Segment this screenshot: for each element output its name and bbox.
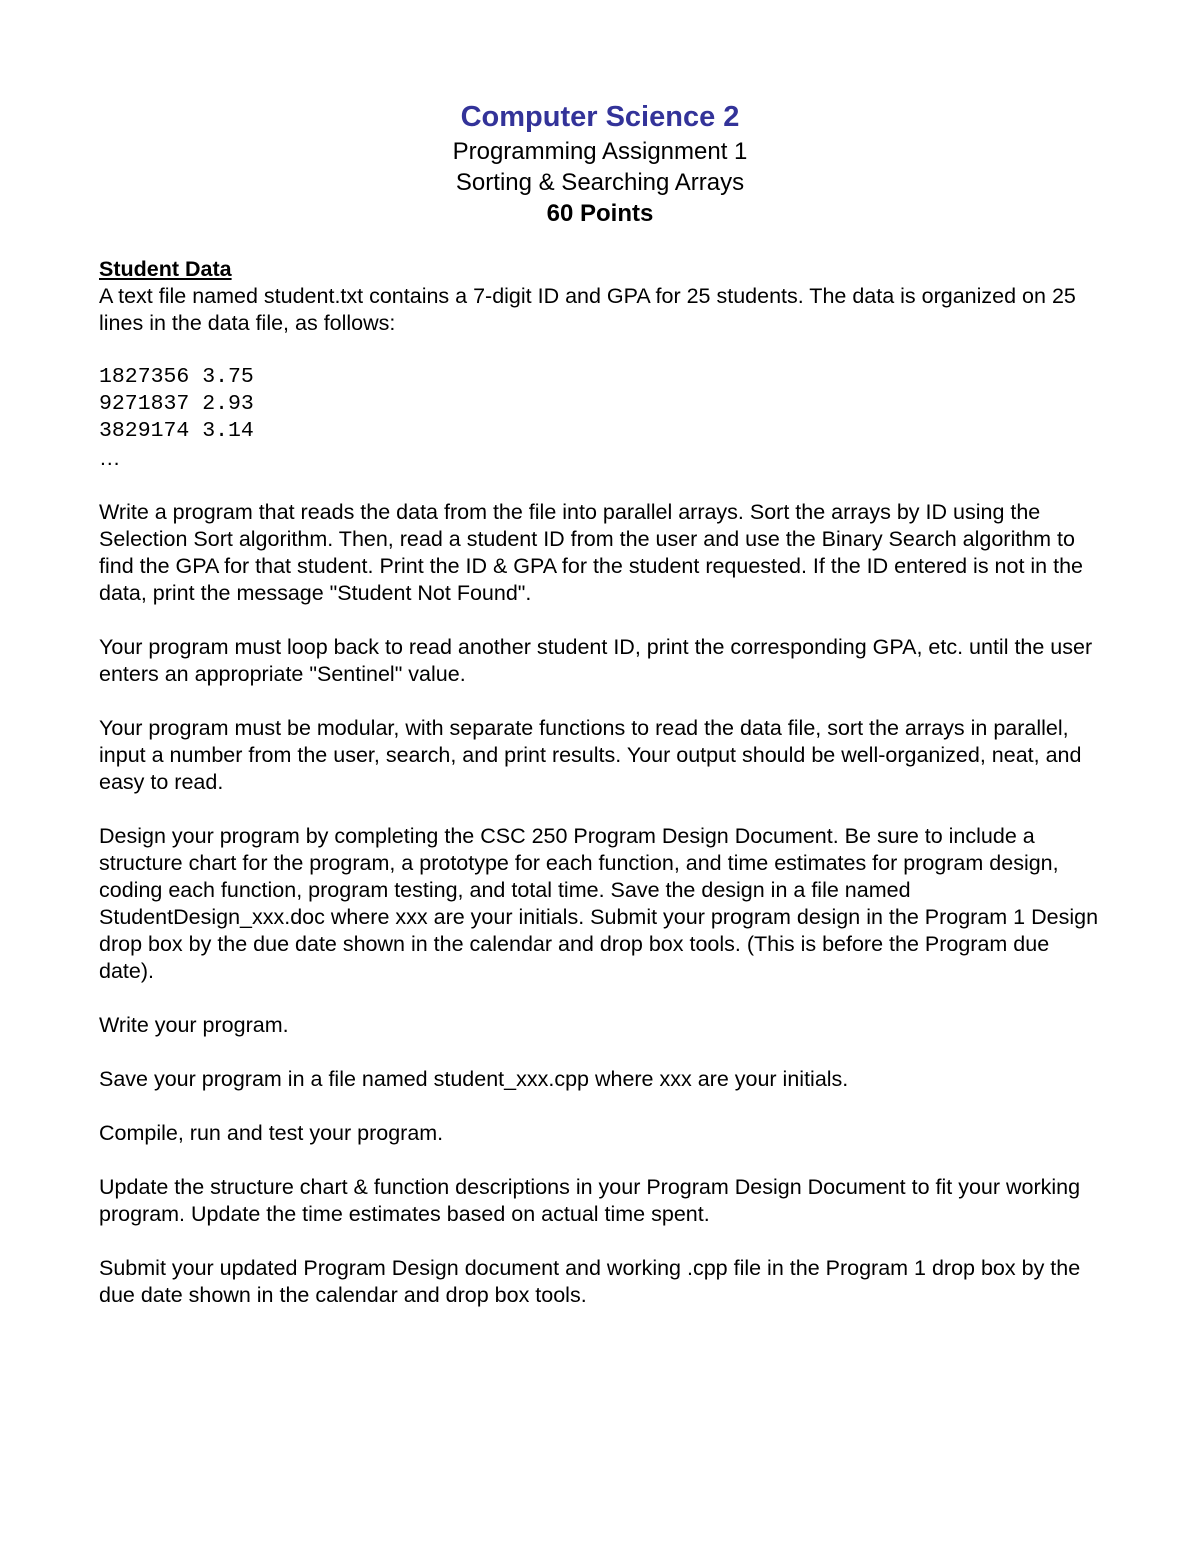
paragraph-update-design: Update the structure chart & function descriptions in your Program Design Document to fit your working program. Update the time estimates based on actual time spent. [99,1175,1081,1226]
paragraph-submit: Submit your updated Program Design document and working .cpp file in the Program 1 drop box by the due date shown in the calendar and drop box tools. [99,1256,1081,1307]
sample-data-line: 3829174 3.14 [99,419,254,443]
section-heading-student-data: Student Data [99,257,232,281]
paragraph-program-requirements: Write a program that reads the data from the file into parallel arrays. Sort the arrays by ID using the Selection Sort algorithm. Then, read a student ID from the user and use the Binary Search algorithm to find the GPA for that student. Print the ID & GPA for the student requested. If the ID entered is not in the data, print the message "Student Not Found". [99,500,1083,605]
sample-data-ellipsis: … [99,446,121,470]
assignment-points: 60 Points [546,200,654,227]
assignment-topic: Sorting & Searching Arrays [455,169,745,196]
student-data-intro: A text file named student.txt contains a 7-digit ID and GPA for 25 students. The data is organized on 25 lines in the data file, as follows: [99,284,1076,335]
sample-data-line: 1827356 3.75 [99,365,254,389]
paragraph-save-program: Save your program in a file named student_xxx.cpp where xxx are your initials. [99,1067,849,1091]
paragraph-loop-sentinel: Your program must loop back to read another student ID, print the corresponding GPA, etc. until the user enters an appropriate "Sentinel" value. [99,635,1093,686]
paragraph-write-program: Write your program. [99,1013,289,1037]
assignment-title: Programming Assignment 1 [452,138,748,165]
paragraph-compile: Compile, run and test your program. [99,1121,444,1145]
document-body [99,256,1109,1309]
sample-data-line: 9271837 2.93 [99,392,254,416]
paragraph-modular: Your program must be modular, with separate functions to read the data file, sort the arrays in parallel, input a number from the user, search, and print results. Your output should be well-organized, neat, and easy to read. [99,716,1082,794]
course-title: Computer Science 2 [460,101,740,133]
paragraph-design-document: Design your program by completing the CSC 250 Program Design Document. Be sure to include a structure chart for the program, a prototype for each function, and time estimates for program design, coding each function, program testing, and total time. Save the design in a file named StudentDesign_xxx.doc where xxx are your initials. Submit your program design in the Program 1 Design drop box by the due date shown in the calendar and drop box tools. (This is before the Program due date). [99,824,1099,983]
sample-data-block [99,364,1109,472]
document-header [0,98,1200,229]
